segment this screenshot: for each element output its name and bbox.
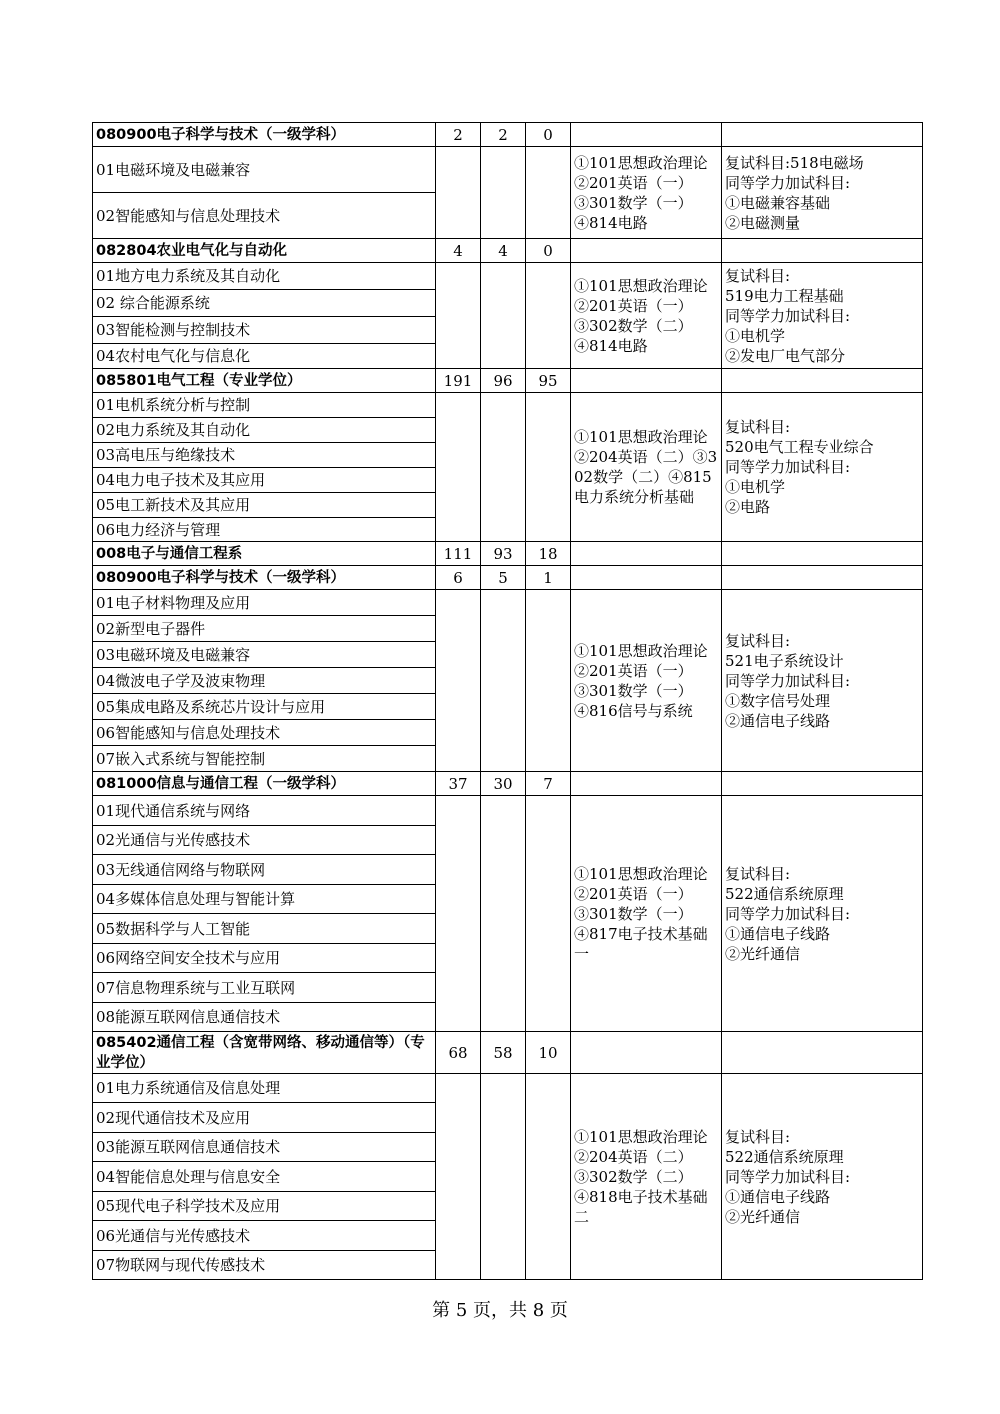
total-quota: 2 <box>436 123 481 147</box>
total-quota: 6 <box>436 566 481 590</box>
retest-subjects: 复试科目: 522通信系统原理 同等学力加试科目: ①通信电子线路 ②光纤通信 <box>722 1074 923 1280</box>
program-title: 080900电子科学与技术（一级学科） <box>93 123 436 147</box>
exam-subjects: ①101思想政治理论 ②204英语（二）③302数学（二）④815电力系统分析基础 <box>571 393 722 542</box>
academic-quota: 58 <box>481 1032 526 1074</box>
page-number: 第 5 页，共 8 页 <box>432 1300 568 1321</box>
direction-row <box>93 796 923 826</box>
research-direction: 08能源互联网信息通信技术 <box>93 1003 436 1032</box>
program-header-row <box>93 239 923 263</box>
academic-quota: 96 <box>481 369 526 393</box>
empty-count-c <box>526 147 571 239</box>
direction-row <box>93 393 923 418</box>
program-header-row <box>93 566 923 590</box>
exam-empty-cell <box>571 566 722 590</box>
research-direction: 03高电压与绝缘技术 <box>93 443 436 468</box>
research-direction: 01电机系统分析与控制 <box>93 393 436 418</box>
retest-empty-cell <box>722 542 923 566</box>
empty-count-c <box>526 796 571 1032</box>
program-header-row <box>93 1032 923 1074</box>
research-direction: 03能源互联网信息通信技术 <box>93 1133 436 1162</box>
exam-subjects: ①101思想政治理论 ②204英语（二） ③302数学（二） ④818电子技术基础二 <box>571 1074 722 1280</box>
professional-quota: 95 <box>526 369 571 393</box>
retest-empty-cell <box>722 123 923 147</box>
retest-empty-cell <box>722 369 923 393</box>
research-direction: 04农村电气化与信息化 <box>93 344 436 369</box>
research-direction: 01电力系统通信及信息处理 <box>93 1074 436 1103</box>
academic-quota: 30 <box>481 772 526 796</box>
exam-empty-cell <box>571 542 722 566</box>
retest-subjects: 复试科目: 519电力工程基础 同等学力加试科目: ①电机学 ②发电厂电气部分 <box>722 263 923 369</box>
exam-subjects: ①101思想政治理论 ②201英语（一） ③301数学（一） ④814电路 <box>571 147 722 239</box>
research-direction: 02智能感知与信息处理技术 <box>93 193 436 239</box>
professional-quota: 10 <box>526 1032 571 1074</box>
research-direction: 01现代通信系统与网络 <box>93 796 436 826</box>
enrollment-plan-sheet <box>92 122 922 1280</box>
exam-subjects: ①101思想政治理论 ②201英语（一） ③301数学（一） ④816信号与系统 <box>571 590 722 772</box>
professional-quota: 7 <box>526 772 571 796</box>
research-direction: 07嵌入式系统与智能控制 <box>93 746 436 772</box>
research-direction: 05集成电路及系统芯片设计与应用 <box>93 694 436 720</box>
research-direction: 04多媒体信息处理与智能计算 <box>93 885 436 914</box>
professional-quota: 18 <box>526 542 571 566</box>
academic-quota: 4 <box>481 239 526 263</box>
empty-count-b <box>481 796 526 1032</box>
program-header-row <box>93 542 923 566</box>
exam-empty-cell <box>571 123 722 147</box>
exam-empty-cell <box>571 772 722 796</box>
research-direction: 03智能检测与控制技术 <box>93 317 436 344</box>
academic-quota: 5 <box>481 566 526 590</box>
empty-count-c <box>526 1074 571 1280</box>
enrollment-table <box>92 122 923 1280</box>
total-quota: 37 <box>436 772 481 796</box>
program-title: 081000信息与通信工程（一级学科） <box>93 772 436 796</box>
research-direction: 02电力系统及其自动化 <box>93 418 436 443</box>
research-direction: 05现代电子科学技术及应用 <box>93 1192 436 1221</box>
empty-count-c <box>526 393 571 542</box>
total-quota: 68 <box>436 1032 481 1074</box>
empty-count-b <box>481 263 526 369</box>
empty-count-a <box>436 590 481 772</box>
empty-count-b <box>481 590 526 772</box>
program-header-row <box>93 772 923 796</box>
academic-quota: 2 <box>481 123 526 147</box>
program-title: 085402通信工程（含宽带网络、移动通信等）（专业学位） <box>93 1032 436 1074</box>
research-direction: 04电力电子技术及其应用 <box>93 468 436 493</box>
retest-empty-cell <box>722 239 923 263</box>
research-direction: 06光通信与光传感技术 <box>93 1221 436 1251</box>
empty-count-b <box>481 147 526 239</box>
professional-quota: 0 <box>526 123 571 147</box>
research-direction: 03无线通信网络与物联网 <box>93 855 436 885</box>
exam-subjects: ①101思想政治理论 ②201英语（一） ③302数学（二） ④814电路 <box>571 263 722 369</box>
program-title: 080900电子科学与技术（一级学科） <box>93 566 436 590</box>
exam-empty-cell <box>571 1032 722 1074</box>
empty-count-c <box>526 263 571 369</box>
research-direction: 04微波电子学及波束物理 <box>93 668 436 694</box>
total-quota: 111 <box>436 542 481 566</box>
exam-empty-cell <box>571 239 722 263</box>
research-direction: 04智能信息处理与信息安全 <box>93 1162 436 1192</box>
retest-subjects: 复试科目:518电磁场 同等学力加试科目: ①电磁兼容基础 ②电磁测量 <box>722 147 923 239</box>
total-quota: 4 <box>436 239 481 263</box>
research-direction: 06电力经济与管理 <box>93 518 436 542</box>
empty-count-c <box>526 590 571 772</box>
direction-row <box>93 263 923 290</box>
direction-row <box>93 147 923 193</box>
retest-empty-cell <box>722 772 923 796</box>
research-direction: 02新型电子器件 <box>93 616 436 642</box>
academic-quota: 93 <box>481 542 526 566</box>
retest-subjects: 复试科目: 521电子系统设计 同等学力加试科目: ①数字信号处理 ②通信电子线路 <box>722 590 923 772</box>
research-direction: 06智能感知与信息处理技术 <box>93 720 436 746</box>
research-direction: 07物联网与现代传感技术 <box>93 1251 436 1280</box>
research-direction: 05数据科学与人工智能 <box>93 914 436 944</box>
program-header-row <box>93 123 923 147</box>
program-title: 082804农业电气化与自动化 <box>93 239 436 263</box>
empty-count-a <box>436 393 481 542</box>
research-direction: 01电磁环境及电磁兼容 <box>93 147 436 193</box>
research-direction: 02光通信与光传感技术 <box>93 826 436 855</box>
retest-empty-cell <box>722 566 923 590</box>
research-direction: 03电磁环境及电磁兼容 <box>93 642 436 668</box>
empty-count-a <box>436 1074 481 1280</box>
empty-count-a <box>436 147 481 239</box>
program-title: 085801电气工程（专业学位） <box>93 369 436 393</box>
retest-subjects: 复试科目: 520电气工程专业综合 同等学力加试科目: ①电机学 ②电路 <box>722 393 923 542</box>
empty-count-a <box>436 263 481 369</box>
research-direction: 06网络空间安全技术与应用 <box>93 944 436 973</box>
direction-row <box>93 1074 923 1103</box>
research-direction: 05电工新技术及其应用 <box>93 493 436 518</box>
empty-count-b <box>481 393 526 542</box>
program-header-row <box>93 369 923 393</box>
research-direction: 01电子材料物理及应用 <box>93 590 436 616</box>
research-direction: 01地方电力系统及其自动化 <box>93 263 436 290</box>
direction-row <box>93 590 923 616</box>
research-direction: 02现代通信技术及应用 <box>93 1103 436 1133</box>
professional-quota: 1 <box>526 566 571 590</box>
research-direction: 07信息物理系统与工业互联网 <box>93 973 436 1003</box>
retest-subjects: 复试科目: 522通信系统原理 同等学力加试科目: ①通信电子线路 ②光纤通信 <box>722 796 923 1032</box>
program-title: 008电子与通信工程系 <box>93 542 436 566</box>
empty-count-a <box>436 796 481 1032</box>
research-direction: 02 综合能源系统 <box>93 290 436 317</box>
empty-count-b <box>481 1074 526 1280</box>
exam-subjects: ①101思想政治理论 ②201英语（一） ③301数学（一） ④817电子技术基础一 <box>571 796 722 1032</box>
exam-empty-cell <box>571 369 722 393</box>
retest-empty-cell <box>722 1032 923 1074</box>
total-quota: 191 <box>436 369 481 393</box>
professional-quota: 0 <box>526 239 571 263</box>
